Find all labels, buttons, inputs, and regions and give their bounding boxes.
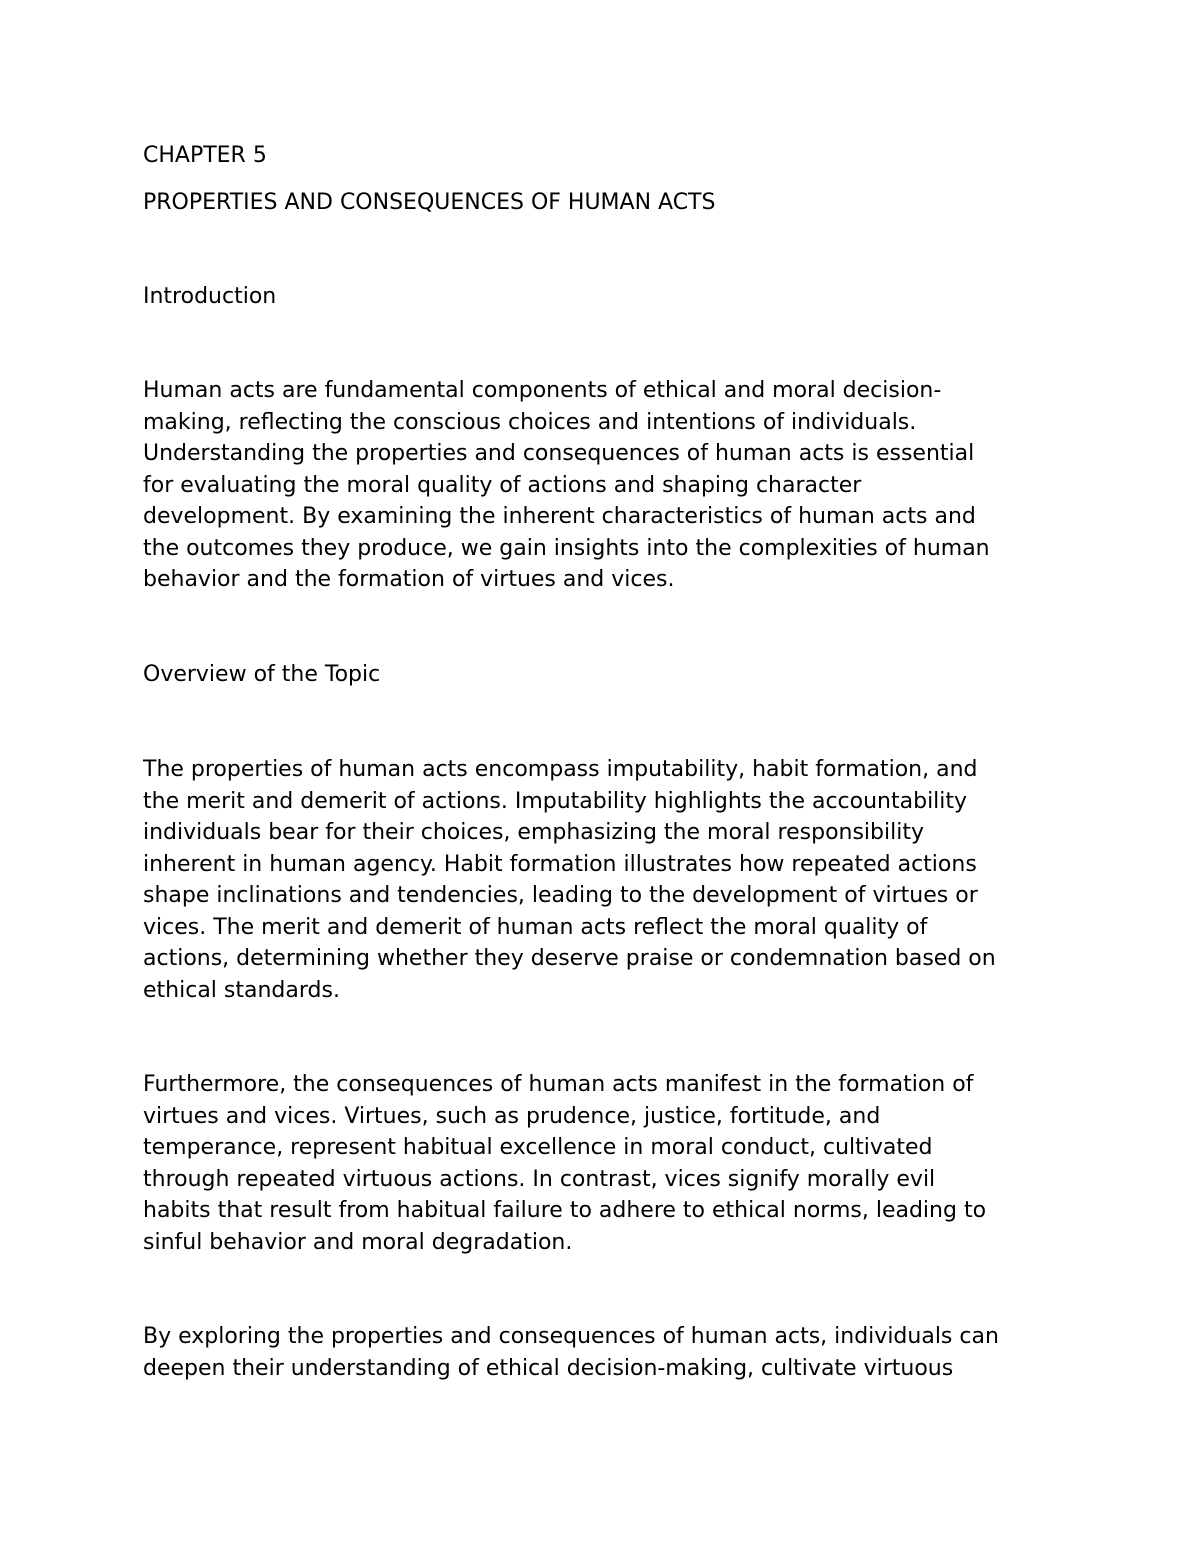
- paragraph-line: ethical standards.: [143, 977, 340, 1003]
- paragraph-line: vices. The merit and demerit of human acts reflect the moral quality of: [143, 914, 928, 940]
- paragraph-line: for evaluating the moral quality of actions and shaping character: [143, 472, 862, 498]
- paragraph-line: habits that result from habitual failure to adhere to ethical norms, leading to: [143, 1198, 987, 1223]
- paragraph-line: By exploring the properties and consequences of human acts, individuals can: [143, 1324, 999, 1349]
- paragraph-line: The properties of human acts encompass imputability, habit formation, and: [143, 757, 978, 782]
- chapter-title: PROPERTIES AND CONSEQUENCES OF HUMAN ACTS: [143, 190, 716, 215]
- overview-paragraph-1: [143, 754, 1073, 1006]
- paragraph-line: inherent in human agency. Habit formation illustrates how repeated actions: [143, 851, 977, 877]
- chapter-label: CHAPTER 5: [143, 143, 267, 168]
- paragraph-line: the outcomes they produce, we gain insights into the complexities of human: [143, 535, 990, 561]
- overview-paragraph-3: [143, 1321, 1073, 1384]
- paragraph-line: actions, determining whether they deserve praise or condemnation based on: [143, 946, 996, 971]
- introduction-paragraph: [143, 375, 1073, 596]
- paragraph-line: individuals bear for their choices, emphasizing the moral responsibility: [143, 820, 924, 845]
- paragraph-line: Understanding the properties and consequences of human acts is essential: [143, 441, 975, 466]
- paragraph-line: shape inclinations and tendencies, leading to the development of virtues or: [143, 883, 978, 908]
- paragraph-line: Human acts are fundamental components of ethical and moral decision-: [143, 378, 942, 403]
- paragraph-line: sinful behavior and moral degradation.: [143, 1229, 573, 1255]
- paragraph-line: deepen their understanding of ethical decision-making, cultivate virtuous: [143, 1355, 954, 1381]
- paragraph-line: temperance, represent habitual excellence in moral conduct, cultivated: [143, 1135, 933, 1160]
- paragraph-line: the merit and demerit of actions. Imputability highlights the accountability: [143, 788, 968, 814]
- paragraph-line: virtues and vices. Virtues, such as prudence, justice, fortitude, and: [143, 1103, 881, 1129]
- paragraph-line: making, reflecting the conscious choices and intentions of individuals.: [143, 409, 917, 435]
- paragraph-line: behavior and the formation of virtues and vices.: [143, 567, 675, 592]
- overview-paragraph-2: [143, 1069, 1073, 1258]
- paragraph-line: through repeated virtuous actions. In contrast, vices signify morally evil: [143, 1166, 936, 1192]
- paragraph-line: development. By examining the inherent characteristics of human acts and: [143, 504, 976, 529]
- introduction-heading: Introduction: [143, 284, 277, 309]
- paragraph-line: Furthermore, the consequences of human acts manifest in the formation of: [143, 1072, 974, 1097]
- overview-heading: Overview of the Topic: [143, 662, 381, 687]
